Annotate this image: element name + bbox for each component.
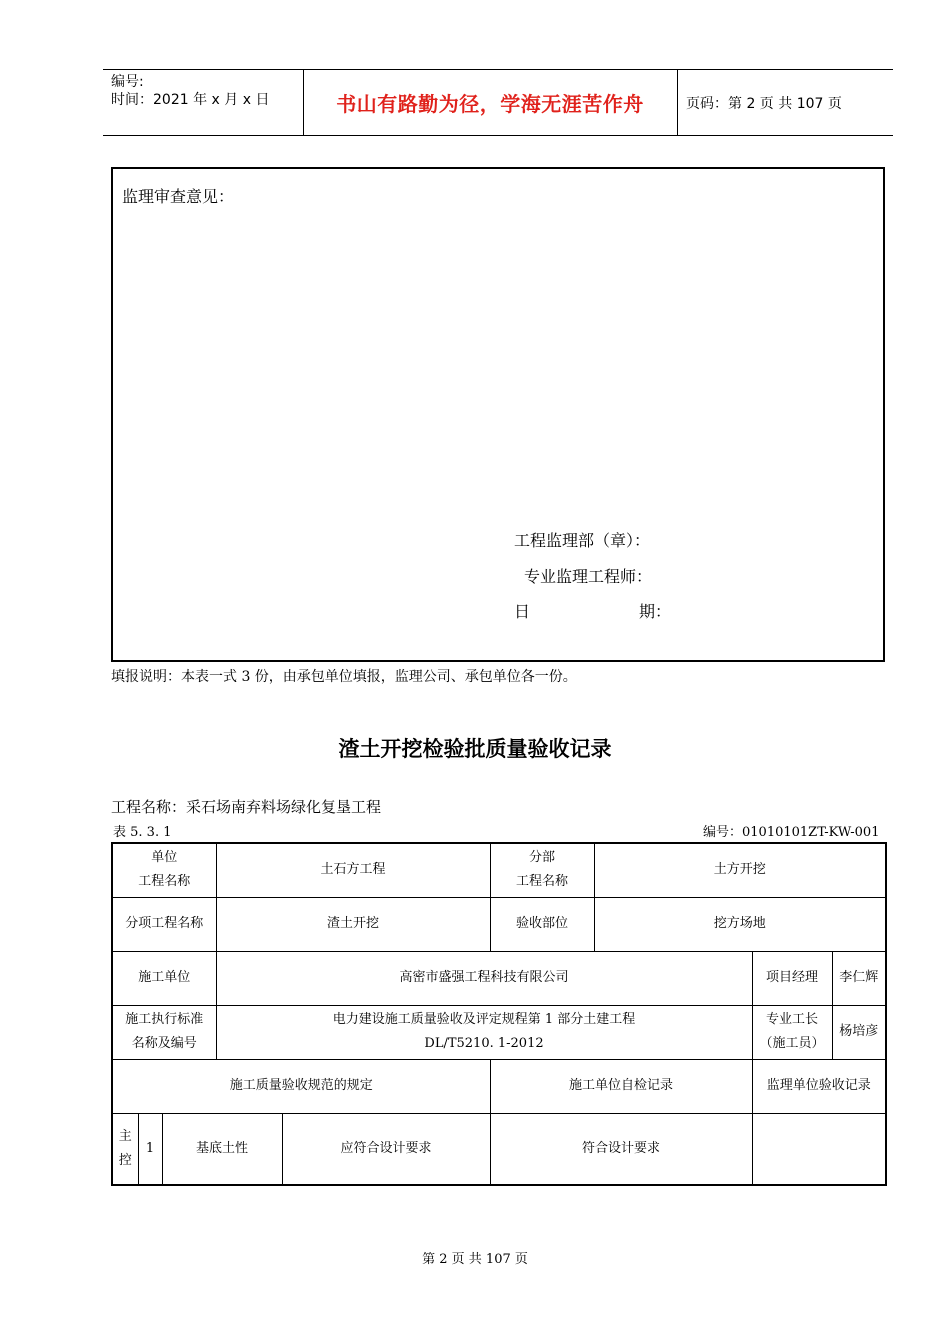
item-supervisor-check[interactable] [752,1113,886,1185]
table-row [112,843,886,897]
subitem-name-label: 分项工程名称 [112,897,216,951]
spec-header: 施工质量验收规范的规定 [112,1059,490,1113]
table-row [112,1113,886,1185]
subitem-name-value: 渣土开挖 [216,897,490,951]
standard-label: 施工执行标准 名称及编号 [112,1005,216,1059]
item-name: 基底土性 [162,1113,282,1185]
inspection-site-label: 验收部位 [490,897,594,951]
standard-value: 电力建设施工质量验收及评定规程第 1 部分土建工程 DL/T5210. 1-2012 [216,1005,752,1059]
contractor-label: 施工单位 [112,951,216,1005]
opinion-title: 监理审查意见： [122,187,235,206]
record-number: 编号：01010101ZT-KW-001 [703,825,880,840]
header-divider-right [677,69,678,136]
unit-name-label: 单位 工程名称 [112,843,216,897]
foreman-label: 专业工长 （施工员） [752,1005,832,1059]
supervisor-opinion-box [111,167,885,662]
main-control-label: 主 控 [112,1113,138,1185]
table-row [112,897,886,951]
header-page-info: 页码：第 2 页 共 107 页 [686,96,842,112]
header-number-label: 编号: [111,74,144,90]
header-time-label: 时间：2021 年 x 月 x 日 [111,92,270,108]
inspection-site-value: 挖方场地 [594,897,886,951]
date-label-day: 日 [514,602,531,621]
unit-name-value: 土石方工程 [216,843,490,897]
header-motto: 书山有路勤为径，学海无涯苦作舟 [336,92,644,116]
item-index: 1 [138,1113,162,1185]
supervision-dept-label: 工程监理部（章）： [514,531,651,550]
project-manager-label: 项目经理 [752,951,832,1005]
project-name: 工程名称：采石场南弃料场绿化复垦工程 [111,798,382,816]
table-row [112,1059,886,1113]
project-manager-value: 李仁辉 [832,951,886,1005]
fill-instructions: 填报说明：本表一式 3 份，由承包单位填报，监理公司、承包单位各一份。 [111,669,577,685]
inspection-record-table [111,842,887,1186]
item-self-check: 符合设计要求 [490,1113,752,1185]
table-row [112,1005,886,1059]
page-footer: 第 2 页 共 107 页 [422,1252,528,1267]
supervisor-check-header: 监理单位验收记录 [752,1059,886,1113]
item-requirement: 应符合设计要求 [282,1113,490,1185]
table-number: 表 5. 3. 1 [113,825,172,840]
self-check-header: 施工单位自检记录 [490,1059,752,1113]
document-title: 渣土开挖检验批质量验收记录 [338,737,612,761]
supervising-engineer-label: 专业监理工程师： [524,567,653,586]
contractor-value: 高密市盛强工程科技有限公司 [216,951,752,1005]
division-name-value: 土方开挖 [594,843,886,897]
table-row [112,951,886,1005]
division-name-label: 分部 工程名称 [490,843,594,897]
date-label-period: 期： [639,602,672,621]
foreman-value: 杨培彦 [832,1005,886,1059]
